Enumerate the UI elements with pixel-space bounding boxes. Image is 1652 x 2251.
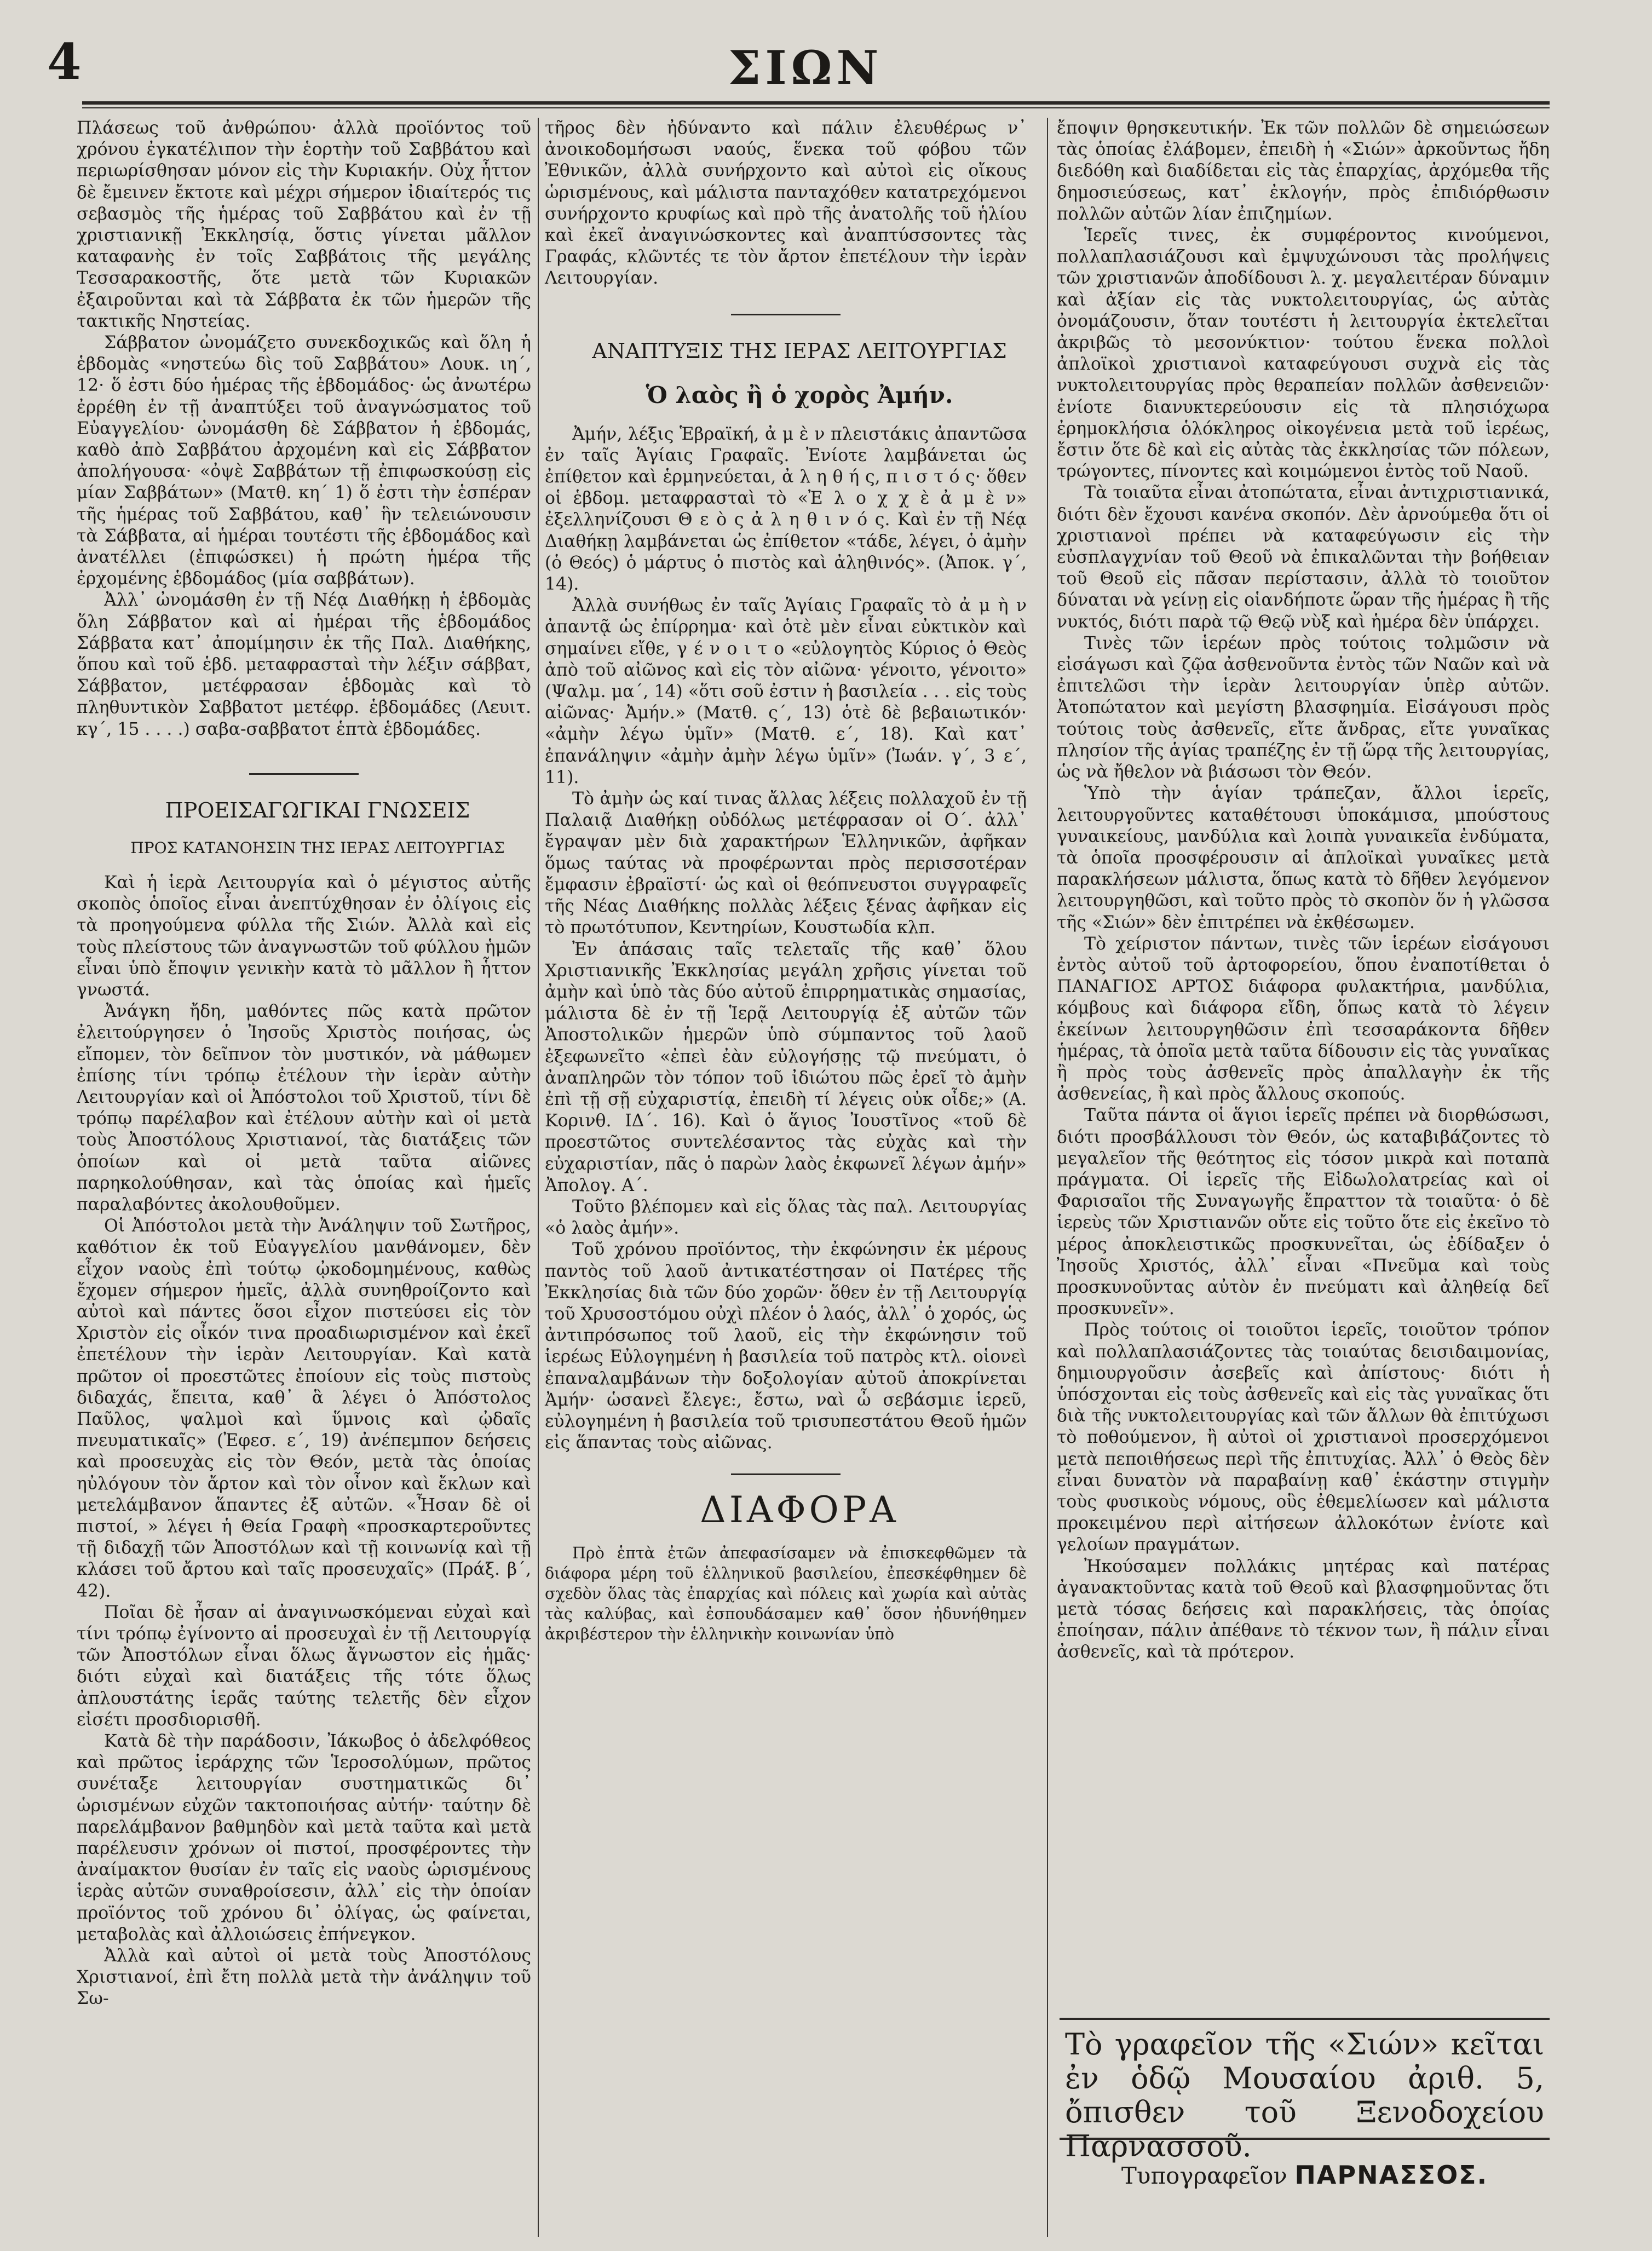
paragraph: Τινὲς τῶν ἱερέων πρὸς τούτοις τολμῶσιν νὰ εἰσάγωσι καὶ ζῷα ἀσθενοῦντα ἐντὸς τῶν Ναῶν καὶ νὰ ἐπιτελῶσι τὴν ἱερὰν λειτουργίαν ὑπὲρ αὐτῶν. Ἀτοπώτατον καὶ μεγίστη βλασφημία. Εἰσάγουσι πρὸς τούτοις τοὺς ἀσθενεῖς, εἴτε ἄνδρας, εἴτε γυναῖκας πλησίον τῆς ἁγίας τραπέζης ἐν τῇ ὥρᾳ τῆς λειτουργίας, ὡς νὰ ἤθελον νὰ βιάσωσι τὸν Θεόν. (1057, 633, 1550, 782)
paragraph: τῆρος δὲν ἠδύναντο καὶ πάλιν ἐλευθέρως ν᾽ ἀνοικοδομήσωσι ναούς, ἕνεκα τοῦ φόβου τῶν Ἐθνικῶν, ἀλλὰ συνήρχοντο καὶ αὐτοὶ εἰς οἴκους ὡρισμένους, καὶ μάλιστα πανταχόθεν κατατρεχόμενοι συνήρχοντο κρυφίως καὶ πρὸ τῆς ἀνατολῆς τοῦ ἡλίου καὶ ἐκεῖ ἀναγινώσκοντες καὶ ἀναπτύσσοντες τὰς Γραφάς, κλῶντές τε τὸν ἄρτον ἐπετέλουν τὴν ἱερὰν Λειτουργίαν. (545, 118, 1027, 289)
paragraph: Ταῦτα πάντα οἱ ἅγιοι ἱερεῖς πρέπει νὰ διορθώσωσι, διότι προσβάλλουσι τὸν Θεόν, ὡς καταβιβάζοντες τὸ μεγαλεῖον τῆς θεότητος εἰς τόσον μικρὰ καὶ ποταπὰ πράγματα. Οἱ ἱερεῖς τῆς Εἰδωλολατρείας καὶ οἱ Φαρισαῖοι τῆς Συναγωγῆς ἔπραττον τὰ τοιαῦτα· ὁ δὲ ἱερεὺς τῶν Χριστιανῶν οὔτε εἰς τοῦτο ὅτε εἰς ἐκεῖνο τὸ μέρος ἀποκλειστικῶς προσκυνεῖται, ὡς ἐδίδαξεν ὁ Ἰησοῦς Χριστός, ἀλλ᾽ εἶναι «Πνεῦμα καὶ τοὺς προσκυνοῦντας αὐτὸν ἐν πνεύματι καὶ ἀληθείᾳ δεῖ προσκυνεῖν». (1057, 1106, 1550, 1319)
column-1 (77, 118, 531, 2010)
paragraph: Πρὸ ἑπτὰ ἐτῶν ἀπεφασίσαμεν νὰ ἐπισκεφθῶμεν τὰ διάφορα μέρη τοῦ ἑλληνικοῦ βασιλείου, ἐπεσκέφθημεν δὲ σχεδὸν ὅλας τὰς ἐπαρχίας καὶ πόλεις καὶ χωρία καὶ αὐτὰς τὰς καλύβας, καὶ ἐσπουδάσαμεν καθ᾽ ὅσον ἠδυνήθημεν ἀκριβέστερον τὴν ἑλληνικὴν κοινωνίαν ὑπὸ (545, 1544, 1027, 1644)
header-rule (82, 101, 1550, 105)
paragraph: Τὸ χείριστον πάντων, τινὲς τῶν ἱερέων εἰσάγουσι ἐντὸς αὐτοῦ τοῦ ἀρτοφορείου, ὅπου ἐναποτίθεται ὁ ΠΑΝΑΓΙΟΣ ΑΡΤΟΣ διάφορα φυλακτήρια, μανδύλια, κόμβους καὶ διάφορα εἴδη, ὅπως κατὰ τὸ λέγειν ἐκείνων λειτουργηθῶσιν ἐπὶ τεσσαράκοντα δῆθεν ἡμέρας, τὰ ὁποῖα μετὰ ταῦτα δίδουσιν εἰς τὰς γυναῖκας ἢ πρὸς τοὺς ἀσθενεῖς πρὸς ἀπαλλαγὴν ἐκ τῆς ἀσθενείας, ἢ καὶ πρὸς ἄλλους σκοπούς. (1057, 934, 1550, 1104)
paragraph: Ἀλλ᾽ ὠνομάσθη ἐν τῇ Νέᾳ Διαθήκῃ ἡ ἑβδομὰς ὅλη Σάββατον καὶ αἱ ἡμέραι τῆς ἑβδομάδος Σάββατα κατ᾽ ἀπομίμησιν ἐκ τῆς Παλ. Διαθήκης, ὅπου καὶ τοῦ ἑβδ. μεταφρασταὶ τὴν λέξιν σάββατ, Σάββατον, μετέφρασαν ἑβδομὰς καὶ τὸ πληθυντικὸν Σαββατοτ μετέφρ. ἑβδομάδες (Λευιτ. κγ΄, 15 . . . .) σαβα-σαββατοτ ἑπτὰ ἑβδομάδες. (77, 590, 531, 739)
paragraph: Καὶ ἡ ἱερὰ Λειτουργία καὶ ὁ μέγιστος αὐτῆς σκοπὸς ὁποῖος εἶναι ἀνεπτύχθησαν ἐν ὀλίγοις εἰς τὰ προηγούμενα φύλλα τῆς Σιών. Ἀλλὰ καὶ εἰς τοὺς πλείστους τῶν ἀναγνωστῶν τοῦ φύλλου ἡμῶν εἶναι ὑπὸ ἔποψιν γενικὴν κατὰ τὸ μᾶλλον ἢ ἧττον γνωστά. (77, 872, 531, 1000)
paragraph: Πλάσεως τοῦ ἀνθρώπου· ἀλλὰ προϊόντος τοῦ χρόνου ἐγκατέλιπον τὴν ἑορτὴν τοῦ Σαββάτου καὶ περιωρίσθησαν μόνον εἰς τὴν Κυριακήν. Οὐχ ἧττον δὲ ἔμεινεν ἔκτοτε καὶ μέχρι σήμερον ἰδιαίτερός τις σεβασμὸς τῆς ἡμέρας τοῦ Σαββάτου καὶ ἐν τῇ χριστιανικῇ Ἐκκλησίᾳ, ὅστις γίνεται μᾶλλον καταφανὴς ἐν τοῖς Σαββάτοις τῆς μεγάλης Τεσσαρακοστῆς, ὅτε μετὰ τῶν Κυριακῶν ἐξαιροῦνται καὶ τὰ Σάββατα ἐκ τῶν ἡμερῶν τῆς τακτικῆς Νηστείας. (77, 118, 531, 331)
column-divider-1 (538, 118, 539, 2237)
paragraph: Τὸ ἀμὴν ὡς καί τινας ἄλλας λέξεις πολλαχοῦ ἐν τῇ Παλαιᾷ Διαθήκῃ οὐδόλως μετέφρασαν οἱ Ο΄. ἀλλ᾽ ἔγραψαν μὲν διὰ χαρακτήρων Ἑλληνικῶν, ἀφῆκαν ὅμως ταύτας νὰ προφέρωνται πρὸς περισσοτέραν ἔμφασιν ἐβραϊστί· ὡς καὶ οἱ θεόπνευστοι συγγραφεῖς τῆς Νέας Διαθήκης πολλὰς λέξεις ξένας ἀφῆκαν εἰς τὸ πρωτότυπον, Κεντηρίων, Κουστωδία κλπ. (545, 789, 1027, 938)
paragraph: Κατὰ δὲ τὴν παράδοσιν, Ἰάκωβος ὁ ἀδελφόθεος καὶ πρῶτος ἱεράρχης τῶν Ἱεροσολύμων, πρῶτος συνέταξε λειτουργίαν συστηματικῶς δι᾽ ὡρισμένων εὐχῶν τακτοποιήσας αὐτήν· ταύτην δὲ παρελάμβανον βαθμηδὸν καὶ μετὰ ταῦτα καὶ μετὰ παρέλευσιν χρόνων οἱ πιστοί, προσφέροντες τὴν ἀναίμακτον θυσίαν ἐν ταῖς εἰς ναοὺς ὡρισμένους ἱερὰς αὐτῶν συναθροίσεσιν, ἀλλ᾽ εἰς τὴν ὁποίαν προϊόντος τοῦ χρόνου δι᾽ ὀλίγας, ὡς φαίνεται, μεταβολὰς καὶ ἀλλοιώσεις ἐπήνεγκον. (77, 1731, 531, 1944)
paragraph: Τοῦ χρόνου προϊόντος, τὴν ἐκφώνησιν ἐκ μέρους παντὸς τοῦ λαοῦ ἀντικατέστησαν οἱ Πατέρες τῆς Ἐκκλησίας διὰ τῶν δύο χορῶν· ὅθεν ἐν τῇ Λειτουργίᾳ τοῦ Χρυσοστόμου οὐχὶ πλέον ὁ λαός, ἀλλ᾽ ὁ χορός, ὡς ἀντιπρόσωπος τοῦ λαοῦ, εἰς τὴν ἐκφώνησιν τοῦ ἱερέως Εὐλογημένη ἡ βασιλεία τοῦ πατρὸς κτλ. οἱονεὶ ἐπαναλαμβάνων τὴν δοξολογίαν αὐτοῦ ἀποκρίνεται Ἀμήν· ὡσανεὶ ἔλεγε:, ἔστω, ναὶ ὦ σεβάσμιε ἱερεῦ, εὐλογημένη ἡ βασιλεία τοῦ τρισυπεστάτου Θεοῦ ἡμῶν εἰς ἅπαντας τοὺς αἰῶνας. (545, 1240, 1027, 1453)
section-subheading: Ὁ λαὸς ἢ ὁ χορὸς Ἀμήν. (646, 381, 953, 408)
paragraph: Ἀλλὰ καὶ αὐτοὶ οἱ μετὰ τοὺς Ἀποστόλους Χριστιανοί, ἐπὶ ἔτη πολλὰ μετὰ τὴν ἀνάληψιν τοῦ Σω- (77, 1946, 531, 2009)
office-notice (1060, 2018, 1550, 2163)
paragraph: Ἠκούσαμεν πολλάκις μητέρας καὶ πατέρας ἀγανακτοῦντας κατὰ τοῦ Θεοῦ καὶ βλασφημοῦντας ὅτι μετὰ τόσας δεήσεις καὶ παρακλήσεις, τὰς ὁποίας ἐποίησαν, πάλιν ἀπέθανε τὸ τέκνον των, ἢ πάλιν εἶναι ἀσθενεῖς, καὶ τὰ πρότερον. (1057, 1556, 1550, 1662)
printer-name: ΠΑΡΝΑΣΣΟΣ. (1294, 2160, 1488, 2190)
paragraph: Ποῖαι δὲ ἦσαν αἱ ἀναγινωσκόμεναι εὐχαὶ καὶ τίνι τρόπῳ ἐγίνοντο αἱ προσευχαὶ ἐν τῇ Λειτουργίᾳ τῶν Ἀποστόλων εἶναι ὅλως ἄγνωστον εἰς ἡμᾶς· διότι εὐχαὶ καὶ διατάξεις τῆς τότε ὅλως ἀπλουστάτης ἱερᾶς ταύτης τελετῆς δὲν εἶχον εἰσέτι προσδιορισθῆ. (77, 1602, 531, 1730)
paragraph: Σάββατον ὠνομάζετο συνεκδοχικῶς καὶ ὅλη ἡ ἑβδομὰς «νηστεύω δὶς τοῦ Σαββάτου» Λουκ. ιη΄, 12· ὅ ἐστι δύο ἡμέρας τῆς ἑβδομάδος· ὡς ἀνωτέρω ἐρρέθη ἐν τῇ ἀναπτύξει τοῦ ἀναγνώσματος τοῦ Εὐαγγελίου· ὠνομάσθη δὲ Σάββατον ἡ ἑβδομάς, καθὸ ἀπὸ Σαββάτου ἀρχομένη καὶ εἰς Σάββατον ἀπολήγουσα· «ὀψὲ Σαββάτων τῇ ἐπιφωσκούσῃ εἰς μίαν Σαββάτων» (Ματθ. κη΄ 1) ὅ ἐστι τὴν ἑσπέραν τῆς ἡμέρας τοῦ Σαββάτου, καθ᾽ ἣν τελειώνουσιν τὰ Σάββατα, αἱ ἡμέραι τουτέστι τῆς ἑβδομάδος καὶ ἀνατέλλει (ἐπιφώσκει) ἡ πρώτη ἡμέρα τῆς ἐρχομένης ἑβδομάδος (μία σαββάτων). (77, 333, 531, 589)
paragraph: ἔποψιν θρησκευτικήν. Ἐκ τῶν πολλῶν δὲ σημειώσεων τὰς ὁποίας ἐλάβομεν, ἐπειδὴ ἡ «Σιών» ἀρκοῦντως ἤδη διεδόθη καὶ διαδίδεται εἰς τὰς ἐπαρχίας, ἀρχόμεθα τῆς δημοσιεύσεως, κατ᾽ ἐκλογήν, πρὸς ἐπιδιόρθωσιν πολλῶν αὐτῶν λίαν ἐπιζημίων. (1057, 118, 1550, 224)
paragraph: Τὰ τοιαῦτα εἶναι ἀτοπώτατα, εἶναι ἀντιχριστιανικά, διότι δὲν ἔχουσι κανένα σκοπόν. Δὲν ἀρνούμεθα ὅτι οἱ χριστιανοὶ πρέπει νὰ καταφεύγωσιν εἰς τὴν εὐσπλαγχνίαν τοῦ Θεοῦ νὰ ἐπικαλῶνται τὴν βοήθειαν τοῦ Θεοῦ εἰς πᾶσαν περίστασιν, ἀλλὰ τὸ τοιοῦτον δύναται νὰ γείνῃ εἰς οἱανδήποτε ὥραν τῆς ἡμέρας ἢ τῆς νυκτός, διότι παρὰ τῷ Θεῷ νὺξ καὶ ἡμέρα δὲν ὑπάρχει. (1057, 483, 1550, 632)
paragraph: Ἀλλὰ συνήθως ἐν ταῖς Ἁγίαις Γραφαῖς τὸ ἀ μ ὴ ν ἀπαντᾷ ὡς ἐπίρρημα· καὶ ὁτὲ μὲν εἶναι εὐκτικὸν καὶ σημαίνει εἴθε, γ έ ν ο ι τ ο «εὐλογητὸς Κύριος ὁ Θεὸς ἀπὸ τοῦ αἰῶνος καὶ εἰς τὸν αἰῶνα· γένοιτο, γένοιτο» (Ψαλμ. μα΄, 14) «ὅτι σοῦ ἐστιν ἡ βασιλεία . . . εἰς τοὺς αἰῶνας· Ἀμήν.» (Ματθ. ς΄, 13) ὁτὲ δὲ βεβαιωτικόν· «ἀμὴν λέγω ὑμῖν» (Ματθ. ε΄, 18). Καὶ κατ᾽ ἐπανάληψιν «ἀμὴν ἀμὴν λέγω ὑμῖν» (Ἰωάν. γ΄, 3 ε΄, 11). (545, 596, 1027, 787)
section-subheading: ΠΡΟΣ ΚΑΤΑΝΟΗΣΙΝ ΤΗΣ ΙΕΡΑΣ ΛΕΙΤΟΥΡΓΙΑΣ (130, 838, 505, 857)
section-heading: ΠΡΟΕΙΣΑΓΩΓΙΚΑΙ ΓΝΩΣΕΙΣ (165, 798, 470, 822)
paragraph: Ἀνάγκη ἤδη, μαθόντες πῶς κατὰ πρῶτον ἐλειτούργησεν ὁ Ἰησοῦς Χριστὸς ποιήσας, ὡς εἴπομεν, τὸν δεῖπνον τὸν μυστικόν, νὰ μάθωμεν ἐπίσης τίνι τρόπῳ ἐτέλουν τὴν ἱερὰν αὐτὴν Λειτουργίαν καὶ οἱ Ἀπόστολοι τοῦ Χριστοῦ, τίνι δὲ τρόπῳ παρέλαβον καὶ ἐτέλουν αὐτὴν καὶ οἱ μετὰ τοὺς Ἀποστόλους Χριστιανοί, τὰς διατάξεις τῶν ὁποίων καὶ οἱ μετὰ ταῦτα αἰῶνες παρηκολούθησαν, καὶ τὰς ὁποίας καὶ ἡμεῖς παραλαβόντες ἀκολουθοῦμεν. (77, 1001, 531, 1214)
masthead (0, 0, 1652, 110)
section-heading: ΑΝΑΠΤΥΞΙΣ ΤΗΣ ΙΕΡΑΣ ΛΕΙΤΟΥΡΓΙΑΣ (592, 338, 1007, 363)
printer-prefix: Τυπογραφεῖον (1121, 2162, 1287, 2189)
paragraph: Ἱερεῖς τινες, ἐκ συμφέροντος κινούμενοι, πολλαπλασιάζουσι καὶ ἐμψυχώνουσι τὰς προλήψεις τῶν χριστιανῶν ἀποδίδουσι λ. χ. μεγαλειτέραν δύναμιν καὶ ἀξίαν εἰς τὰς νυκτολειτουργίας, ὡς αὐτὰς ὀνομάζουσιν, ὅταν τουτέστι ἡ λειτουργία ἐκτελεῖται ἀκριβῶς τὸ μεσονύκτιον· τούτου ἕνεκα πολλοὶ ἀπλοϊκοὶ χριστιανοὶ καταφεύγουσι συχνὰ εἰς τὰς νυκτολειτουργίας πρὸς θεραπείαν πολλῶν ἀσθενειῶν· ἐνίοτε διανυκτερεύουσιν εἰς τὰ πλησιόχωρα ἐρημοκλήσια ὁλόκληρος οἰκογένεια μετὰ τοῦ ἱερέως, ἔστιν ὅτε δὲ καὶ εἰς αὐτὰς τὰς ἐκκλησίας τῶν πόλεων, τρώγοντες, πίνοντες καὶ κοιμώμενοι ἐντὸς τοῦ Ναοῦ. (1057, 226, 1550, 482)
paragraph: Ἀμήν, λέξις Ἑβραϊκή, ἀ μ ὲ ν πλειστάκις ἀπαντῶσα ἐν ταῖς Ἁγίαις Γραφαῖς. Ἐνίοτε λαμβάνεται ὡς ἐπίθετον καὶ ἑρμηνεύεται, ἀ λ η θ ή ς, π ι σ τ ό ς· ὅθεν οἱ ἑβδομ. μεταφρασταὶ τὸ «Ἐ λ ο χ χ ὲ ἀ μ ὲ ν» ἐξελληνίζουσι Θ ε ὸ ς ἀ λ η θ ι ν ό ς. Καὶ ἐν τῇ Νέᾳ Διαθήκῃ λαμβάνεται ὡς ἐπίθετον «τάδε, λέγει, ὁ ἀμὴν (ὁ Θεός) ὁ μάρτυς ὁ πιστὸς καὶ ἀληθινός». (Ἀποκ. γ΄, 14). (545, 424, 1027, 595)
column-3 (1057, 118, 1550, 1663)
page-number: 4 (47, 33, 82, 91)
column-2 (545, 118, 1027, 1644)
column-divider-2 (1047, 118, 1048, 2237)
newspaper-title: ΣΙΩΝ (728, 41, 883, 95)
paragraph: Ἐν ἁπάσαις ταῖς τελεταῖς τῆς καθ᾽ ὅλου Χριστιανικῆς Ἐκκλησίας μεγάλη χρῆσις γίνεται τοῦ ἀμὴν καὶ ὑπὸ τὰς δύο αὐτοῦ ἐπιρρηματικὰς σημασίας, μάλιστα δὲ ἐν τῇ Ἱερᾷ Λειτουργίᾳ ἐξ αὐτῶν τῶν Ἀποστολικῶν ἡμερῶν ὑπὸ σύμπαντος τοῦ λαοῦ ἐξεφωνεῖτο «ἐπεὶ ἐὰν εὐλογήσῃς τῷ πνεύματι, ὁ ἀναπληρῶν τὸν τόπον τοῦ ἰδιώτου πῶς ἐρεῖ τὸ ἀμὴν ἐπὶ τῇ σῇ εὐχαριστίᾳ, ἐπειδὴ τί λέγεις οὐκ οἶδε;» (Α. Κορινθ. ΙΔ΄. 16). Καὶ ὁ ἅγιος Ἰουστῖνος «τοῦ δὲ προεστῶτος συντελέσαντος τὰς εὐχὰς καὶ τὴν εὐχαριστίαν, πᾶς ὁ παρὼν λαὸς ἐκφωνεῖ λέγων ἀμήν» Ἀπολογ. Α΄. (545, 939, 1027, 1195)
paragraph: Πρὸς τούτοις οἱ τοιοῦτοι ἱερεῖς, τοιοῦτον τρόπον καὶ πολλαπλασιάζοντες τὰς τοιαύτας δεισιδαιμονίας, δημιουργοῦσιν ἀσεβεῖς καὶ ἀπίστους· διότι ἡ ὑπόσχονται εἰς τοὺς ἀσθενεῖς καὶ εἰς τὰς γυναῖκας ὅτι διὰ τῆς νυκτολειτουργίας καὶ τῶν ἄλλων θὰ ἐπιτύχωσι τὸ ποθούμενον, ἢ αὐτοὶ οἱ χριστιανοὶ προσερχόμενοι μετὰ πεποιθήσεως περὶ τῆς ἐπιτυχίας. Ἀλλ᾽ ὁ Θεὸς δὲν εἶναι δυνατὸν νὰ παραβαίνῃ καθ᾽ ἑκάστην στιγμὴν τοὺς φυσικοὺς νόμους, οὓς ἐθεμελίωσεν καὶ μάλιστα προκειμένου περὶ αἰτήσεων ἀλλοκότων ἐνίοτε καὶ γελοίων πραγμάτων. (1057, 1320, 1550, 1555)
section-heading: ΔΙΑΦΟΡΑ (700, 1489, 899, 1532)
printer-imprint (1060, 2160, 1550, 2190)
paragraph: Οἱ Ἀπόστολοι μετὰ τὴν Ἀνάληψιν τοῦ Σωτῆρος, καθότιον ἐκ τοῦ Εὐαγγελίου μανθάνομεν, δὲν εἶχον ναοὺς ἐπὶ τούτῳ ᾠκοδομημένους, καθὼς ἔχομεν σήμερον ἡμεῖς, ἀλλὰ συνηθροίζοντο καὶ αὐτοὶ καὶ πάντες ὅσοι εἶχον πιστεύσει εἰς τὸν Χριστὸν εἰς οἶκόν τινα προαδιωρισμένον καὶ ἐκεῖ ἐπετέλουν τὴν ἱερὰν Λειτουργίαν. Καὶ κατὰ πρῶτον οἱ προεστῶτες ἐποίουν εἰς τοὺς πιστοὺς διδαχάς, ἔπειτα, καθ᾽ ἃ λέγει ὁ Ἀπόστολος Παῦλος, ψαλμοὶ καὶ ὕμνοις καὶ ᾠδαῖς πνευματικαῖς» (Ἐφεσ. ε΄, 19) ἀνέπεμπον δεήσεις καὶ προσευχὰς εἰς τὸν Θεόν, μετὰ τὰς ὁποίας ηὐλόγουν τὸν ἄρτον καὶ τὸν οἶνον καὶ ἔκλων καὶ μετελάμβανον ἅπαντες ἐξ αὐτῶν. «Ἦσαν δὲ οἱ πιστοί, » λέγει ἡ Θεία Γραφὴ «προσκαρτεροῦντες τῇ διδαχῇ τῶν Ἀποστόλων καὶ τῇ κοινωνίᾳ καὶ τῇ κλάσει τοῦ ἄρτου καὶ ταῖς προσευχαῖς» (Πράξ. β΄, 42). (77, 1216, 531, 1601)
paragraph: Τοῦτο βλέπομεν καὶ εἰς ὅλας τὰς παλ. Λειτουργίας «ὁ λαὸς ἀμήν». (545, 1196, 1027, 1239)
header-rule-thin (82, 107, 1550, 108)
office-notice-text: Τὸ γραφεῖον τῆς «Σιών» κεῖται ἐν ὁδῷ Μουσαίου ἀριθ. 5, ὄπισθεν τοῦ Ξενοδοχείου Παρνασσοῦ. (1065, 2027, 1544, 2163)
paragraph: Ὑπὸ τὴν ἁγίαν τράπεζαν, ἄλλοι ἱερεῖς, λειτουργοῦντες καταθέτουσι ὑποκάμισα, μπούστους γυναικείους, μανδύλια καὶ λοιπὰ γυναικεῖα ἐνδύματα, τὰ ὁποῖα προσφέρουσιν αἱ ἀπλοϊκαὶ γυναῖκες μετὰ παρακλήσεων μάλιστα, ὅπως κατὰ τὸ δῆθεν λεγόμενον λειτουργηθῶσι, καὶ τοῦτο πρὸς τὸ σκοπὸν ὅν ἡ γλῶσσα τῆς «Σιών» δὲν ἐπιτρέπει νὰ ἐκθέσωμεν. (1057, 784, 1550, 932)
